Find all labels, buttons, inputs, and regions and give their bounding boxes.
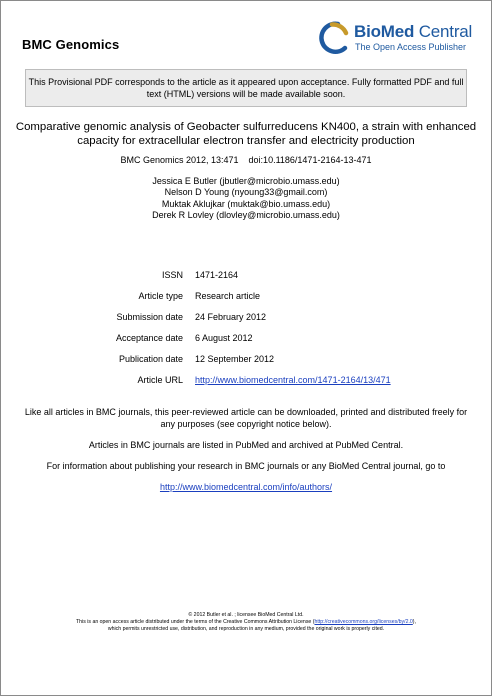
metadata-row-submission-date <box>0 312 492 324</box>
author-entry: Muktak Aklujkar (muktak@bio.umass.edu) <box>161 198 331 209</box>
author-list <box>0 176 492 221</box>
license-text: This is an open access article distributed under the terms of the Creative Commons Attribution License ( <box>76 619 315 625</box>
copyright-line: © 2012 Butler et al. ; licensee BioMed Central Ltd. <box>188 612 304 618</box>
license-text-end: ), <box>412 619 416 625</box>
metadata-row-publication-date <box>0 354 492 366</box>
metadata-value: 12 September 2012 <box>195 354 275 364</box>
journal-name: BMC Genomics <box>22 37 120 52</box>
article-url-link[interactable]: http://www.biomedcentral.com/1471-2164/13/471 <box>195 375 391 385</box>
authors-info-line <box>20 482 472 494</box>
license-line <box>0 619 492 626</box>
free-access-paragraph: Like all articles in BMC journals, this peer-reviewed article can be downloaded, printed and distributed freely for any purposes (see copyright notice below). <box>24 407 468 429</box>
metadata-label: Article type <box>138 291 183 301</box>
author-entry: Nelson D Young (nyoung33@gmail.com) <box>164 187 328 198</box>
publishing-info-paragraph: For information about publishing your research in BMC journals or any BioMed Central journal, go to <box>46 461 446 471</box>
metadata-value: 6 August 2012 <box>195 333 253 343</box>
authors-info-link[interactable]: http://www.biomedcentral.com/info/authors/ <box>159 482 333 492</box>
logo-mark-icon <box>318 21 352 55</box>
provisional-notice: This Provisional PDF corresponds to the article as it appeared upon acceptance. Fully formatted PDF and full text (HTML) versions will be made available soon. <box>25 69 467 107</box>
metadata-label: Submission date <box>116 312 183 322</box>
metadata-label: Acceptance date <box>115 333 183 343</box>
metadata-label: ISSN <box>161 270 183 280</box>
license-terms-line: which permits unrestricted use, distribution, and reproduction in any medium, provided the original work is properly cited. <box>107 626 385 632</box>
license-link[interactable]: http://creativecommons.org/licenses/by/2.0 <box>314 619 413 625</box>
pubmed-paragraph: Articles in BMC journals are listed in PubMed and archived at PubMed Central. <box>88 440 404 450</box>
metadata-value: Research article <box>195 291 261 301</box>
metadata-row-article-url <box>0 375 492 387</box>
metadata-label: Article URL <box>137 375 183 385</box>
metadata-row-acceptance-date <box>0 333 492 345</box>
article-title: Comparative genomic analysis of Geobacter sulfurreducens KN400, a strain with enhanced capacity for extracellular electron transfer and electricity production <box>15 121 477 147</box>
author-entry: Derek R Lovley (dlovley@microbio.umass.edu) <box>152 209 340 220</box>
biomed-central-logo[interactable] <box>318 21 473 57</box>
metadata-row-article-type <box>0 291 492 303</box>
article-citation: BMC Genomics 2012, 13:471 doi:10.1186/1471-2164-13-471 <box>120 155 372 165</box>
copyright-footer <box>0 612 492 633</box>
logo-name: BioMed Central <box>354 22 473 41</box>
metadata-label: Publication date <box>118 354 183 364</box>
metadata-value: 24 February 2012 <box>195 312 267 322</box>
metadata-row-issn <box>0 270 492 282</box>
author-entry: Jessica E Butler (jbutler@microbio.umass.edu) <box>152 176 340 186</box>
metadata-value: 1471-2164 <box>195 270 239 280</box>
logo-tagline: The Open Access Publisher <box>355 42 467 52</box>
